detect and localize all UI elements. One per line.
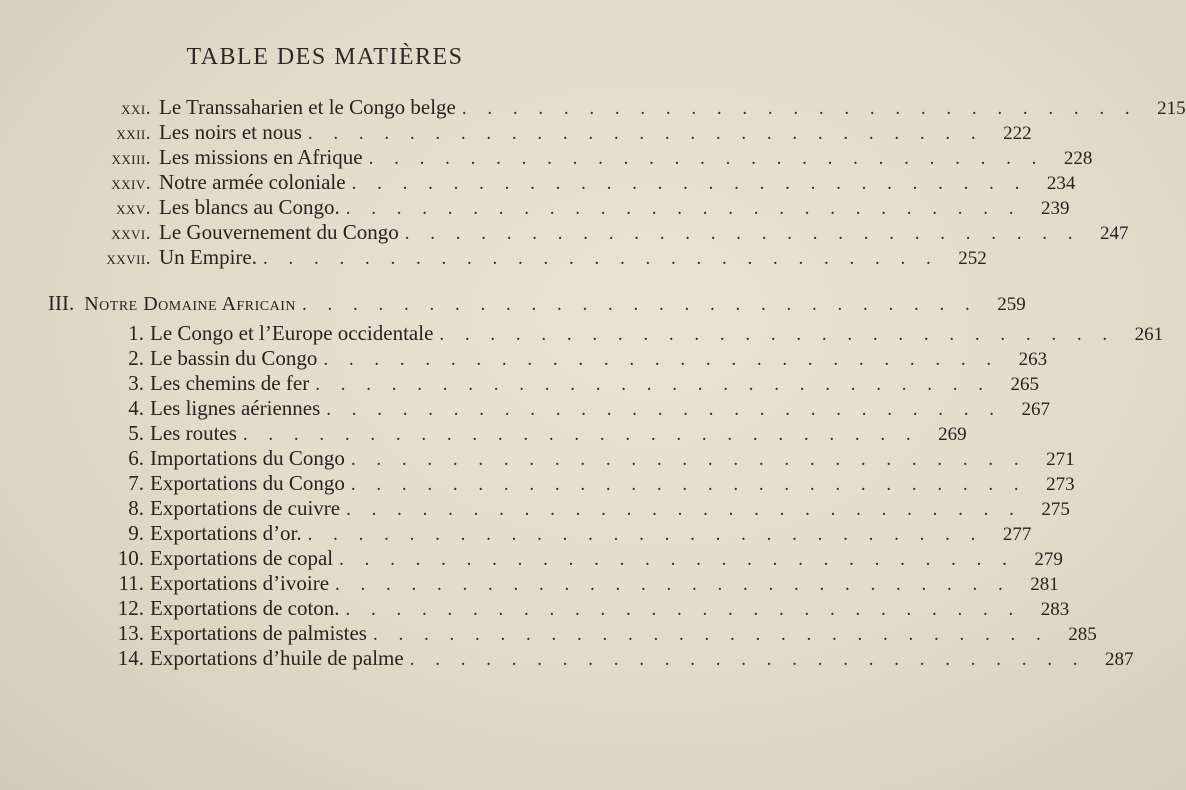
chapter-number: xxv. — [116, 198, 151, 219]
toc-entry-xxvi — [95, 219, 1129, 247]
toc-entry-section-13 — [100, 620, 1097, 648]
page-number: 263 — [1018, 349, 1048, 370]
section-title: Exportations de coton. — [150, 596, 340, 620]
page-number: 228 — [1063, 148, 1093, 169]
page-number: 283 — [1040, 599, 1070, 620]
section-number: 10. — [117, 546, 144, 570]
leader-dots: . . . . . . . . . . . . . . . . . . . . . . . . . . . — [339, 549, 1015, 570]
page-title: TABLE DES MATIÈRES — [186, 44, 464, 70]
section-number: 6. — [128, 446, 144, 470]
toc-entry-section-9 — [100, 520, 1032, 548]
chapter-title: Notre armée coloniale — [159, 170, 346, 194]
chapter-number: xxi. — [121, 98, 151, 119]
page-number: 269 — [938, 424, 967, 445]
chapter-number: xxvi. — [111, 223, 151, 244]
chapter-title: Le Transsaharien et le Congo belge — [159, 95, 456, 119]
page-number: 259 — [997, 294, 1026, 315]
section-number: 2. — [128, 346, 144, 370]
leader-dots: . . . . . . . . . . . . . . . . . . . . . . . . . . . — [307, 123, 984, 144]
chapter-title: Un Empire. — [159, 245, 257, 269]
section-number: 3. — [128, 371, 144, 395]
page-number: 265 — [1010, 374, 1039, 395]
section-title: Les routes — [150, 421, 237, 445]
page-number: 287 — [1104, 649, 1134, 670]
page-number: 267 — [1021, 399, 1051, 420]
section-title: Exportations de palmistes — [150, 621, 367, 645]
page-number: 273 — [1046, 474, 1075, 495]
section-title: Le bassin du Congo — [150, 346, 318, 370]
page-number: 234 — [1046, 173, 1076, 194]
page-number: 279 — [1034, 549, 1063, 570]
toc-part-iii — [48, 290, 1026, 318]
toc-entry-section-7 — [100, 470, 1075, 498]
toc-entry-xxiii — [95, 144, 1093, 172]
toc-entry-section-14 — [100, 645, 1134, 673]
leader-dots: . . . . . . . . . . . . . . . . . . . . . . . . . . . — [461, 98, 1138, 119]
toc-entry-section-8 — [100, 495, 1070, 523]
leader-dots: . . . . . . . . . . . . . . . . . . . . . . . . . . . — [323, 349, 1000, 370]
toc-entry-xxi — [95, 94, 1186, 122]
leader-dots: . . . . . . . . . . . . . . . . . . . . . . . . . . . — [350, 449, 1027, 470]
section-title: Exportations d’huile de palme — [150, 646, 404, 670]
leader-dots: . . . . . . . . . . . . . . . . . . . . . . . . . . . — [345, 599, 1022, 620]
section-title: Les lignes aériennes — [150, 396, 321, 420]
section-title: Exportations d’ivoire — [150, 571, 330, 595]
toc-entry-section-4 — [100, 395, 1051, 423]
toc-entry-xxii — [95, 119, 1032, 147]
toc-entry-section-10 — [100, 545, 1063, 573]
leader-dots: . . . . . . . . . . . . . . . . . . . . . . . . . . . — [335, 574, 1011, 595]
leader-dots: . . . . . . . . . . . . . . . . . . . . . . . . . . . — [409, 649, 1086, 670]
leader-dots: . . . . . . . . . . . . . . . . . . . . . . . . . . . — [302, 294, 978, 315]
page-number: 261 — [1134, 324, 1164, 345]
chapter-number: xxvii. — [106, 248, 151, 269]
leader-dots: . . . . . . . . . . . . . . . . . . . . . . . . . . . — [315, 374, 991, 395]
toc-entry-section-3 — [100, 370, 1039, 398]
page-number: 252 — [958, 248, 987, 269]
section-title: Importations du Congo — [150, 446, 345, 470]
chapter-number: xxiv. — [111, 173, 151, 194]
leader-dots: . . . . . . . . . . . . . . . . . . . . . . . . . . . — [350, 474, 1027, 495]
section-number: 12. — [117, 596, 144, 620]
chapter-title: Les noirs et nous — [159, 120, 302, 144]
toc-entry-section-6 — [100, 445, 1075, 473]
page-number: 285 — [1068, 624, 1097, 645]
toc-entry-section-5 — [100, 420, 967, 448]
section-number: 9. — [128, 521, 144, 545]
toc-entry-xxvii — [95, 244, 987, 272]
section-title: Exportations de cuivre — [150, 496, 341, 520]
section-number: 14. — [117, 646, 144, 670]
section-title: Exportations du Congo — [150, 471, 345, 495]
leader-dots: . . . . . . . . . . . . . . . . . . . . . . . . . . . — [439, 324, 1116, 345]
chapter-title: Les missions en Afrique — [159, 145, 363, 169]
section-title: Les chemins de fer — [150, 371, 310, 395]
leader-dots: . . . . . . . . . . . . . . . . . . . . . . . . . . . — [262, 248, 939, 269]
leader-dots: . . . . . . . . . . . . . . . . . . . . . . . . . . . — [368, 148, 1045, 169]
chapter-title: Les blancs au Congo. — [159, 195, 340, 219]
page-number: 215 — [1157, 98, 1186, 119]
leader-dots: . . . . . . . . . . . . . . . . . . . . . . . . . . . — [346, 499, 1022, 520]
page-number: 275 — [1041, 499, 1070, 520]
part-number: III. — [48, 291, 75, 315]
leader-dots: . . . . . . . . . . . . . . . . . . . . . . . . . . . — [307, 524, 984, 545]
section-number: 4. — [128, 396, 144, 420]
section-number: 11. — [118, 571, 144, 595]
section-number: 1. — [128, 321, 144, 345]
page-number: 281 — [1030, 574, 1059, 595]
leader-dots: . . . . . . . . . . . . . . . . . . . . . . . . . . . — [345, 198, 1022, 219]
leader-dots: . . . . . . . . . . . . . . . . . . . . . . . . . . . — [351, 173, 1028, 194]
part-title: Notre Domaine Africain — [84, 293, 297, 315]
toc-entry-section-11 — [100, 570, 1059, 598]
leader-dots: . . . . . . . . . . . . . . . . . . . . . . . . . . . — [372, 624, 1049, 645]
section-number: 7. — [128, 471, 144, 495]
section-title: Exportations de copal — [150, 546, 334, 570]
toc-entry-section-12 — [100, 595, 1070, 623]
section-number: 13. — [117, 621, 144, 645]
toc-entry-xxiv — [95, 169, 1076, 197]
page-number: 239 — [1041, 198, 1070, 219]
toc-entry-section-2 — [100, 345, 1048, 373]
chapter-title: Le Gouvernement du Congo — [159, 220, 399, 244]
section-number: 8. — [128, 496, 144, 520]
section-number: 5. — [128, 421, 144, 445]
section-title: Exportations d’or. — [150, 521, 302, 545]
section-title: Le Congo et l’Europe occidentale — [150, 321, 434, 345]
chapter-number: xxii. — [116, 123, 151, 144]
chapter-number: xxiii. — [111, 148, 151, 169]
toc-entry-section-1 — [100, 320, 1164, 348]
page-number: 271 — [1046, 449, 1075, 470]
page-number: 222 — [1003, 123, 1032, 144]
leader-dots: . . . . . . . . . . . . . . . . . . . . . . . . . . . — [326, 399, 1003, 420]
toc-entry-xxv — [95, 194, 1070, 222]
page-number: 277 — [1002, 524, 1032, 545]
leader-dots: . . . . . . . . . . . . . . . . . . . . . . . . . . . — [242, 424, 919, 445]
page-number: 247 — [1099, 223, 1129, 244]
leader-dots: . . . . . . . . . . . . . . . . . . . . . . . . . . . — [404, 223, 1081, 244]
